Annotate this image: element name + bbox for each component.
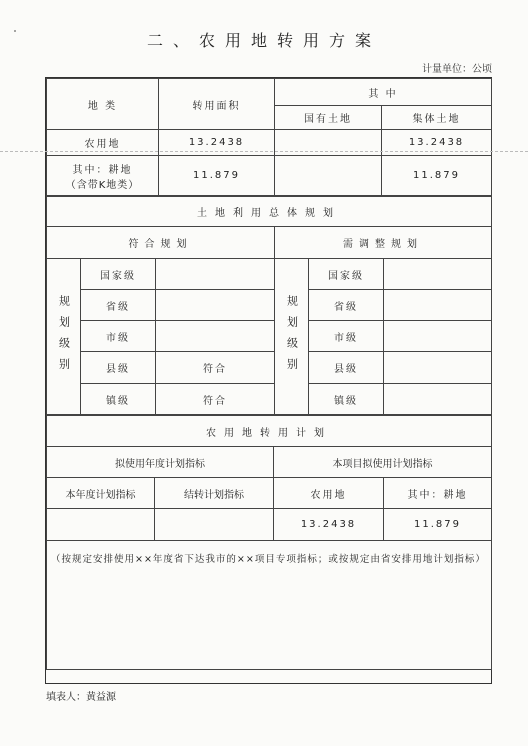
adjust-province (384, 290, 492, 321)
scan-dashed-line (0, 151, 528, 152)
conform-national (156, 259, 275, 290)
header-state-owned: 国有土地 (275, 106, 382, 130)
level-province-left: 省级 (81, 290, 156, 321)
level-national-left: 国家级 (81, 259, 156, 290)
filler-signature: 填表人：黄益源 (46, 692, 116, 703)
plan-project-use-header: 本项目拟使用计划指标 (274, 447, 492, 478)
adjust-town (384, 384, 492, 415)
row-cultivated-area: 11.879 (159, 156, 275, 196)
row-farmland-label: 农用地 (47, 130, 159, 156)
header-of-which: 其 中 (275, 79, 492, 106)
unit-label: 计量单位：公顷 (422, 64, 492, 75)
plan-cultivated-header: 其中：耕地 (384, 478, 492, 509)
row-cultivated-label-line1: 其中：耕地 (72, 164, 133, 176)
planning-level-label-right: 规划级别 (275, 259, 309, 415)
plan-use-year-header: 拟使用年度计划指标 (47, 447, 274, 478)
area-table (46, 78, 492, 196)
row-cultivated-label-line2: （含带K地类） (65, 179, 140, 191)
row-cultivated-state (275, 156, 382, 196)
adjust-national (384, 259, 492, 290)
level-province-right: 省级 (309, 290, 384, 321)
planning-conform-header: 符合规划 (47, 227, 275, 259)
plan-title: 农用地转用计划 (47, 416, 492, 447)
page-title: 二、农用地转用方案 (146, 31, 381, 50)
plan-farmland-value: 13.2438 (274, 509, 384, 541)
row-farmland-area: 13.2438 (159, 130, 275, 156)
conform-province (156, 290, 275, 321)
header-collective: 集体土地 (382, 106, 492, 130)
row-cultivated-collective: 11.879 (382, 156, 492, 196)
level-city-right: 市级 (309, 321, 384, 352)
level-town-left: 镇级 (81, 384, 156, 415)
planning-title: 土地利用总体规划 (47, 197, 492, 227)
plan-table (46, 415, 492, 670)
plan-farmland-header: 农用地 (274, 478, 384, 509)
plan-note: （按规定安排使用××年度省下达我市的××项目专项指标；或按规定由省安排用地计划指标） (47, 541, 492, 670)
plan-carry-over-value (155, 509, 274, 541)
conform-county: 符合 (156, 352, 275, 384)
plan-year-plan-header: 本年度计划指标 (47, 478, 155, 509)
level-city-left: 市级 (81, 321, 156, 352)
conversion-form (45, 77, 492, 684)
plan-year-plan-value (47, 509, 155, 541)
level-town-right: 镇级 (309, 384, 384, 415)
planning-adjust-header: 需调整规划 (275, 227, 492, 259)
plan-carry-over-header: 结转计划指标 (155, 478, 274, 509)
level-national-right: 国家级 (309, 259, 384, 290)
level-county-left: 县级 (81, 352, 156, 384)
level-county-right: 县级 (309, 352, 384, 384)
adjust-county (384, 352, 492, 384)
adjust-city (384, 321, 492, 352)
planning-level-label-left: 规划级别 (47, 259, 81, 415)
row-cultivated-label (47, 156, 159, 196)
planning-table (46, 196, 492, 415)
header-land-type: 地 类 (47, 79, 159, 130)
conform-town: 符合 (156, 384, 275, 415)
row-farmland-collective: 13.2438 (382, 130, 492, 156)
header-converted-area: 转用面积 (159, 79, 275, 130)
conform-city (156, 321, 275, 352)
plan-cultivated-value: 11.879 (384, 509, 492, 541)
